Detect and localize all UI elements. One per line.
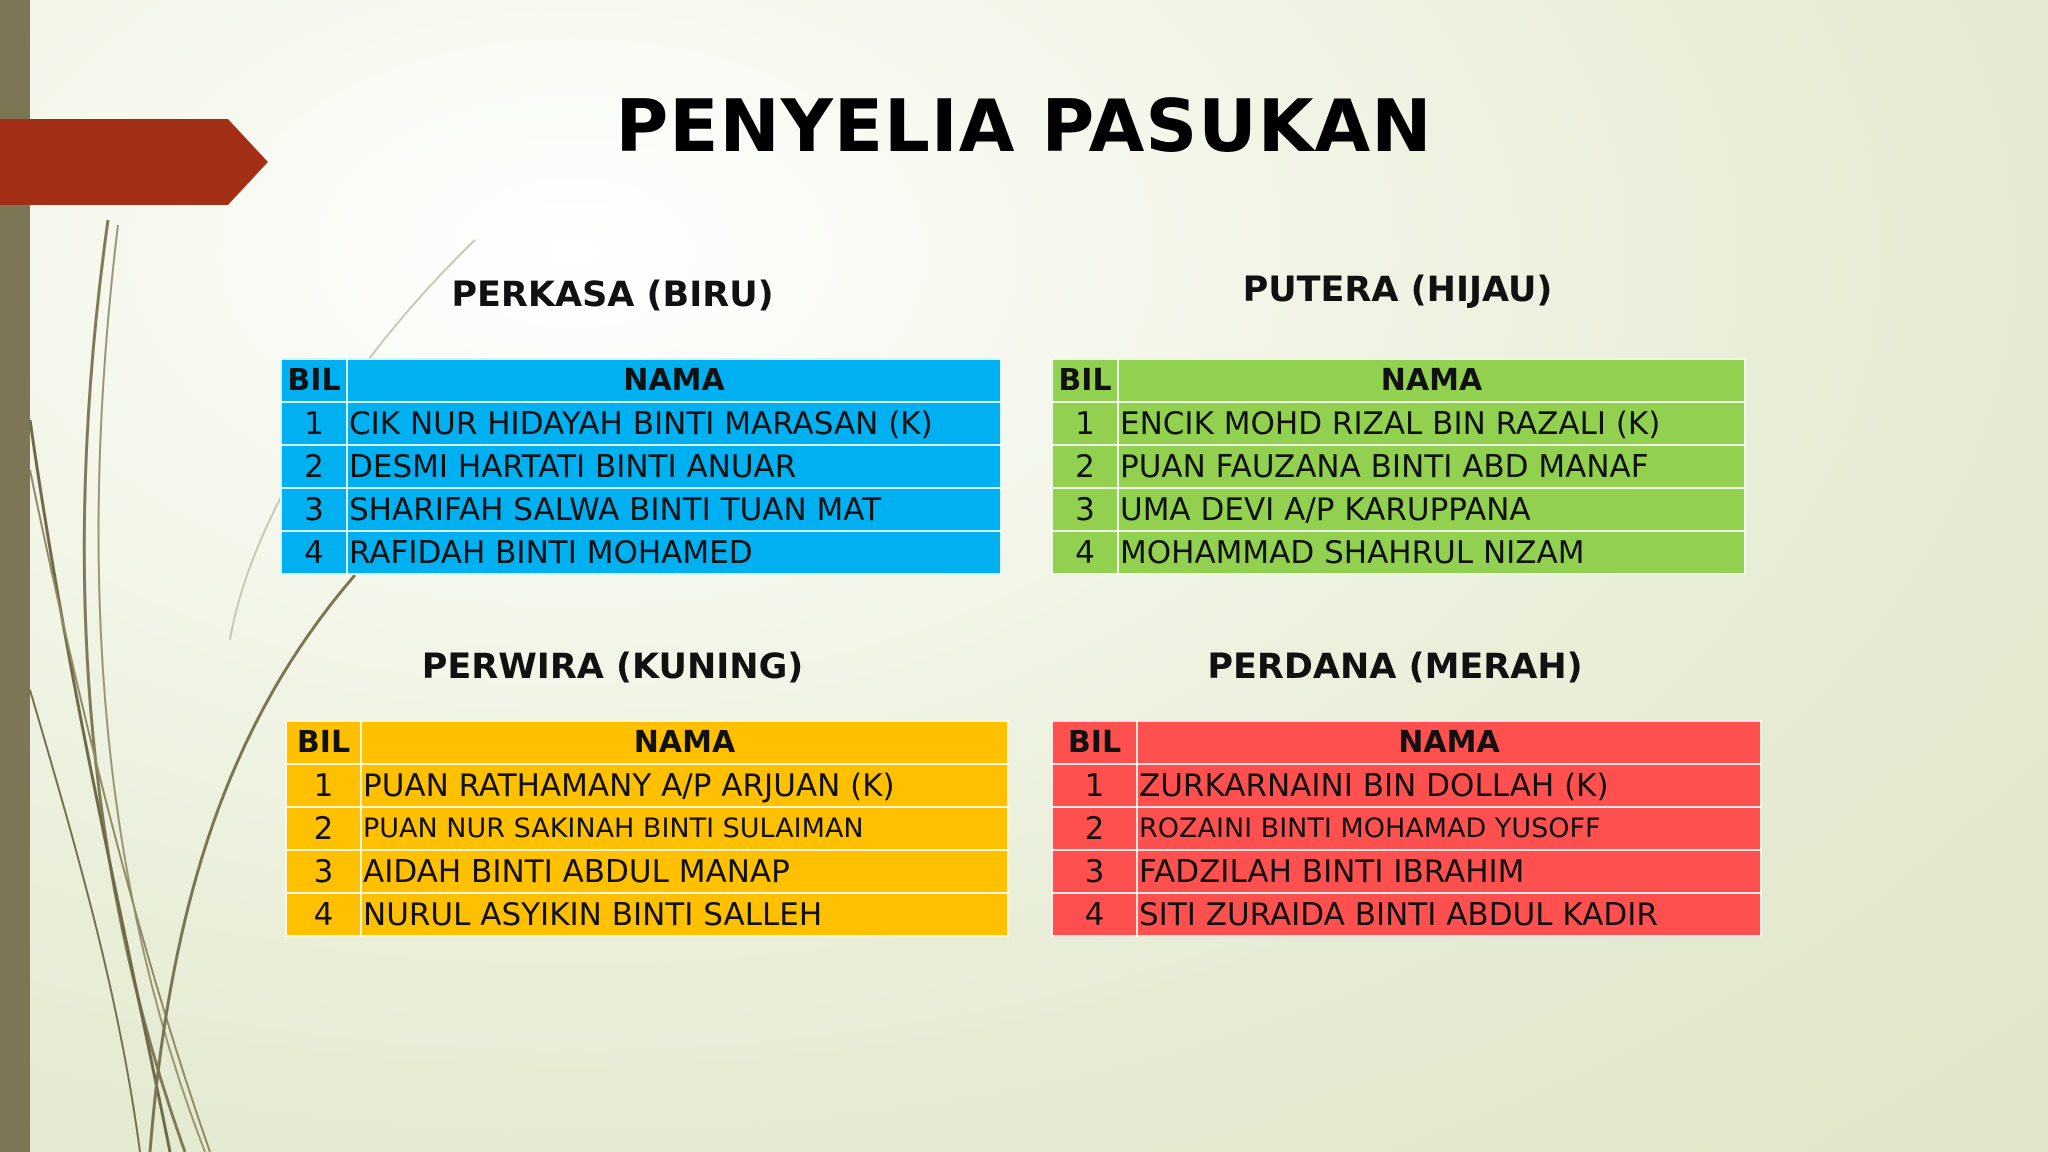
member-name: SITI ZURAIDA BINTI ABDUL KADIR — [1137, 893, 1761, 936]
team-table-perkasa — [280, 358, 1002, 575]
table-row — [1052, 764, 1761, 807]
member-name: UMA DEVI A/P KARUPPANA — [1118, 488, 1745, 531]
table-row — [286, 850, 1008, 893]
table-row — [1052, 488, 1745, 531]
team-table-perdana — [1051, 720, 1762, 937]
row-number: 1 — [281, 402, 347, 445]
column-header-nama: NAMA — [1137, 721, 1761, 764]
table-header-row — [286, 721, 1008, 764]
member-name: PUAN FAUZANA BINTI ABD MANAF — [1118, 445, 1745, 488]
row-number: 1 — [286, 764, 361, 807]
row-number: 3 — [281, 488, 347, 531]
row-number: 4 — [281, 531, 347, 574]
row-number: 3 — [1052, 850, 1137, 893]
table-row — [286, 764, 1008, 807]
team-heading-perkasa: PERKASA (BIRU) — [451, 275, 774, 315]
row-number: 1 — [1052, 402, 1118, 445]
member-name: SHARIFAH SALWA BINTI TUAN MAT — [347, 488, 1001, 531]
row-number: 2 — [1052, 445, 1118, 488]
table-row — [1052, 807, 1761, 850]
row-number: 3 — [1052, 488, 1118, 531]
row-number: 4 — [286, 893, 361, 936]
table-row — [1052, 445, 1745, 488]
table-row — [286, 893, 1008, 936]
row-number: 2 — [1052, 807, 1137, 850]
row-number: 3 — [286, 850, 361, 893]
member-name: DESMI HARTATI BINTI ANUAR — [347, 445, 1001, 488]
table-row — [281, 402, 1001, 445]
team-heading-perdana: PERDANA (MERAH) — [1207, 647, 1583, 687]
row-number: 1 — [1052, 764, 1137, 807]
column-header-bil: BIL — [281, 359, 347, 402]
row-number: 4 — [1052, 531, 1118, 574]
table-row — [281, 445, 1001, 488]
table-row — [286, 807, 1008, 850]
member-name: MOHAMMAD SHAHRUL NIZAM — [1118, 531, 1745, 574]
row-number: 2 — [286, 807, 361, 850]
member-name: FADZILAH BINTI IBRAHIM — [1137, 850, 1761, 893]
member-name: ROZAINI BINTI MOHAMAD YUSOFF — [1137, 807, 1761, 850]
table-row — [281, 488, 1001, 531]
member-name: CIK NUR HIDAYAH BINTI MARASAN (K) — [347, 402, 1001, 445]
column-header-bil: BIL — [1052, 359, 1118, 402]
member-name: ENCIK MOHD RIZAL BIN RAZALI (K) — [1118, 402, 1745, 445]
table-row — [1052, 531, 1745, 574]
table-row — [281, 531, 1001, 574]
table-row — [1052, 893, 1761, 936]
column-header-nama: NAMA — [1118, 359, 1745, 402]
row-number: 4 — [1052, 893, 1137, 936]
team-table-putera — [1051, 358, 1746, 575]
column-header-bil: BIL — [1052, 721, 1137, 764]
table-row — [1052, 850, 1761, 893]
member-name: PUAN NUR SAKINAH BINTI SULAIMAN — [361, 807, 1008, 850]
table-row — [1052, 402, 1745, 445]
table-header-row — [281, 359, 1001, 402]
table-header-row — [1052, 359, 1745, 402]
page-title: PENYELIA PASUKAN — [615, 84, 1433, 168]
team-table-perwira — [285, 720, 1009, 937]
table-header-row — [1052, 721, 1761, 764]
member-name: PUAN RATHAMANY A/P ARJUAN (K) — [361, 764, 1008, 807]
team-heading-perwira: PERWIRA (KUNING) — [421, 647, 804, 687]
member-name: AIDAH BINTI ABDUL MANAP — [361, 850, 1008, 893]
member-name: RAFIDAH BINTI MOHAMED — [347, 531, 1001, 574]
column-header-nama: NAMA — [361, 721, 1008, 764]
member-name: NURUL ASYIKIN BINTI SALLEH — [361, 893, 1008, 936]
team-heading-putera: PUTERA (HIJAU) — [1242, 270, 1553, 310]
row-number: 2 — [281, 445, 347, 488]
member-name: ZURKARNAINI BIN DOLLAH (K) — [1137, 764, 1761, 807]
column-header-nama: NAMA — [347, 359, 1001, 402]
column-header-bil: BIL — [286, 721, 361, 764]
